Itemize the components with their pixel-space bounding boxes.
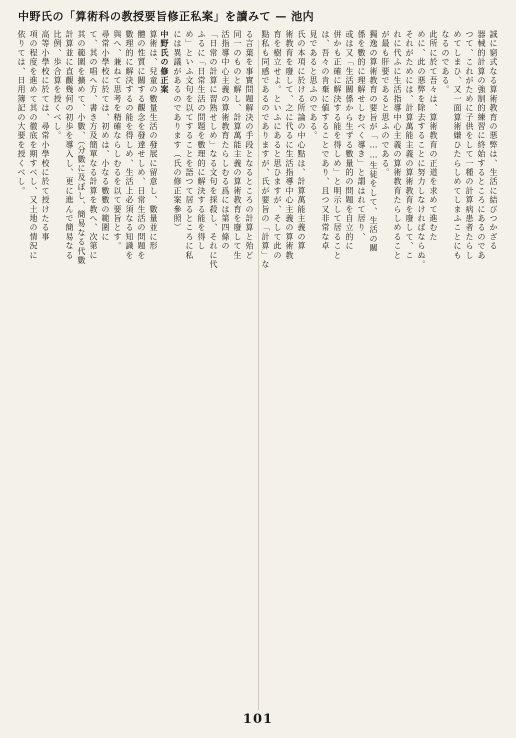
text-line: て、其の唱へ方、書き方及簡單なる計算を教へ、次第に bbox=[89, 30, 98, 260]
text-line: 術教育を廢して、之に代るに生活指導中心主義の算術教 bbox=[285, 30, 294, 260]
text-line: 併かも正確に解決する能を得しめ」と明示して居ること bbox=[333, 30, 342, 260]
text-line: 項の程度を進めて其の徹底を期すべし、又土地の情況に bbox=[29, 30, 38, 260]
text-line: れに代ふに生活指導中心主義の算術教育たらしめること bbox=[393, 30, 402, 260]
text-line: 此所に於て吾々は、算術教育の正道を求めて進むた bbox=[429, 30, 438, 242]
text-line: 點私も同感であるのでありますが、氏が要旨の「計算」な bbox=[261, 30, 270, 270]
text-line: め」といふ文句を以てすることを語つて居るところに私 bbox=[185, 30, 194, 260]
text-line: めてしまひ、又一面算術嫌ひたらしめてしまふことにも bbox=[453, 30, 462, 260]
text-line: 或は又「生活關係から生ずる數量的の問題を自立的に bbox=[345, 30, 354, 251]
text-line: 其の範圍を擴めて、小數、（分數に及ぼし、簡易なる代數 bbox=[77, 30, 86, 266]
text-line: 依りては、日用簿記の大要を授くべし。 bbox=[17, 30, 26, 196]
text-line: 「日常の計算に習熟せしめ」なる文句を採殺し、それに代 bbox=[209, 30, 218, 270]
text-line: それがためには、計算萬能主義の算術教育を廢して、こ bbox=[405, 30, 414, 260]
text-line: 育を樹立せよ。といふにあると思ひますが、そして此の bbox=[273, 30, 282, 260]
text-line: 體の性質に關する觀念を發達せしめ、日常生活の問題を bbox=[137, 30, 146, 260]
text-line: 比例、歩合算を授くべし。 bbox=[53, 30, 62, 141]
text-line: ふるに「日常生活の問題を數理的に解決する能を得し bbox=[197, 30, 206, 251]
page-number: 101 bbox=[242, 712, 274, 727]
text-line: 器械的計算の強制的練習に終始するところにあるのであ bbox=[477, 30, 486, 260]
text-line: 係を數的に理解せしむべく導き」と謂はれて居り、 bbox=[357, 30, 366, 242]
text-line: 尋常小學校に於ては、初めは、小なる數數の範圍に bbox=[101, 30, 110, 242]
running-header: 中野氏の「算術科の教授要旨修正私案」を讀みて — 池内 bbox=[18, 10, 315, 23]
text-line: には異議があるのであります（氏の修正案參照） bbox=[173, 30, 182, 233]
text-line: 算術は、兒童の數量生活の發展に留意し、數量並に形 bbox=[149, 30, 158, 251]
text-line: は、吾々の肯棄に値することであり、且つ又非常な卓 bbox=[321, 30, 330, 251]
text-line: 高等小學校に於ては、尋常小學校に於て授けたる事 bbox=[41, 30, 50, 242]
text-line: めに、此の悪弊を除去することに努力しなければならぬ。 bbox=[417, 30, 426, 270]
text-line: 同一のものと解し、計算萬能主義の算術教育を廢して生 bbox=[233, 30, 242, 260]
text-line: が最も肝要であると思ふのである。 bbox=[381, 30, 390, 178]
section-heading: 中野氏の修正案 bbox=[160, 30, 170, 95]
text-line: 誠に窮式なる算術教育の悪弊は、生活に結びつかざる bbox=[489, 30, 498, 251]
text-line: 與へ、兼ねて思考を精確ならしむるを以て要旨とす。 bbox=[113, 30, 122, 251]
text-line: なるのである。 bbox=[441, 30, 450, 95]
text-line: 氏の本項に於ける所論の中心點は、計算萬能主義の算 bbox=[297, 30, 306, 251]
right-text-block bbox=[14, 30, 254, 670]
text-line: る言葉を事實問題解決の手段となるところの計算と殆ど bbox=[245, 30, 254, 260]
text-line: 計算並に直觀幾何の初歩を導入し、更に進んで簡易なる bbox=[65, 30, 74, 260]
text-line: 見であると思ふのである。 bbox=[309, 30, 318, 141]
text-line: 獨逸の算術教育の要旨が「……生徒をして、生活の關 bbox=[369, 30, 378, 253]
text-line: 數理的に解決するの能を得しめ、生活上必須なる知識を bbox=[125, 30, 134, 260]
text-line: 活指導中心主義の算術教育たらしむる爲には第四條の bbox=[221, 30, 230, 251]
left-text-block bbox=[258, 30, 498, 670]
text-line: つて、これがために子供をして一種の計算病患者たらし bbox=[465, 30, 474, 260]
